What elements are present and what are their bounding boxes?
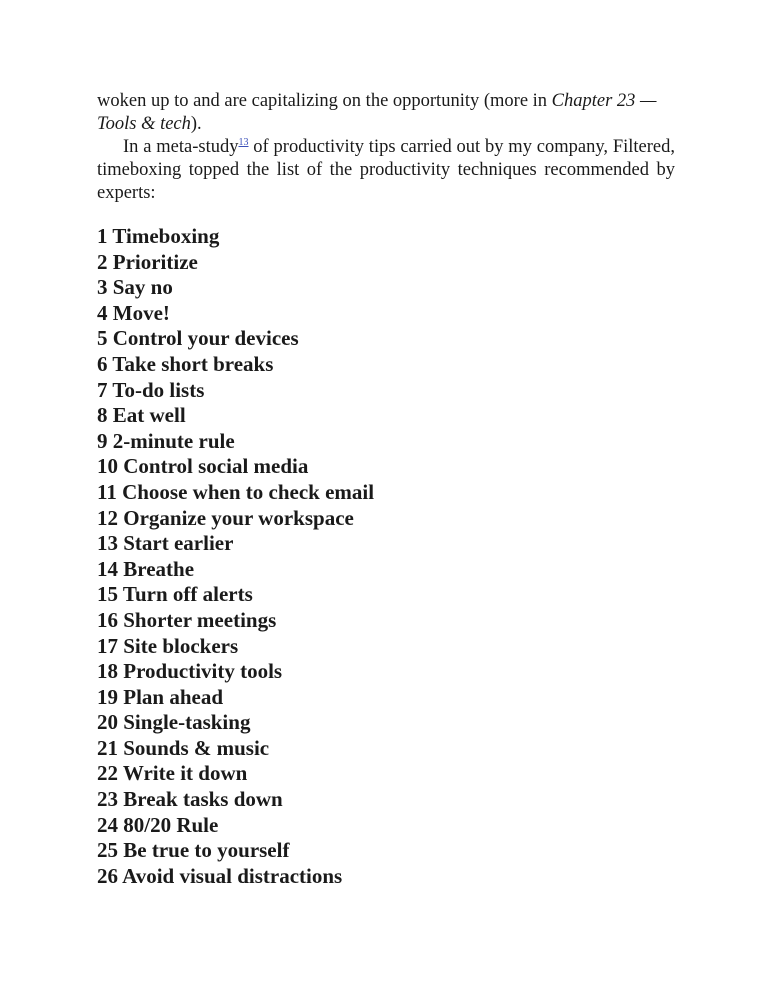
list-item: 7 To-do lists	[97, 377, 205, 402]
productivity-techniques-list	[97, 224, 374, 889]
list-item: 12 Organize your workspace	[97, 505, 354, 530]
list-item: 3 Say no	[97, 275, 173, 300]
list-item: 17 Site blockers	[97, 633, 239, 658]
page-body	[97, 90, 675, 888]
intro-text-end: ).	[190, 114, 202, 134]
list-item: 14 Breathe	[97, 556, 195, 581]
intro-paragraph-1	[97, 90, 675, 136]
list-item: 19 Plan ahead	[97, 684, 224, 709]
list-item: 5 Control your devices	[97, 326, 299, 351]
list-item: 2 Prioritize	[97, 249, 198, 274]
chapter-reference: Chapter 23 — Tools & tech	[97, 91, 657, 134]
list-item: 15 Turn off alerts	[97, 582, 253, 607]
list-item: 18 Productivity tools	[97, 659, 283, 684]
list-item: 6 Take short breaks	[97, 351, 274, 376]
meta-study-text: In a meta-study	[123, 137, 239, 157]
list-item: 26 Avoid visual distractions	[97, 863, 343, 888]
list-item: 22 Write it down	[97, 761, 248, 786]
footnote-link[interactable]: 13	[238, 137, 249, 148]
list-item: 8 Eat well	[97, 403, 186, 428]
list-item: 20 Single-tasking	[97, 710, 251, 735]
list-item: 23 Break tasks down	[97, 787, 283, 812]
list-item: 1 Timeboxing	[97, 224, 220, 248]
list-item: 25 Be true to yourself	[97, 838, 290, 863]
list-item: 16 Shorter meetings	[97, 607, 277, 632]
list-item: 13 Start earlier	[97, 531, 234, 556]
list-item: 4 Move!	[97, 300, 170, 325]
list-item: 11 Choose when to check email	[97, 479, 375, 504]
list-item: 21 Sounds & music	[97, 735, 270, 760]
meta-study-text-rest: of productivity tips carried out by my company, Filtered, timeboxing topped the list of the productivity techniques recommended by experts:	[97, 137, 675, 203]
intro-text: woken up to and are capitalizing on the opportunity (more in	[97, 91, 552, 111]
intro-paragraph-2	[97, 136, 675, 205]
list-item: 10 Control social media	[97, 454, 309, 479]
list-item: 9 2-minute rule	[97, 428, 235, 453]
list-item: 24 80/20 Rule	[97, 812, 219, 837]
